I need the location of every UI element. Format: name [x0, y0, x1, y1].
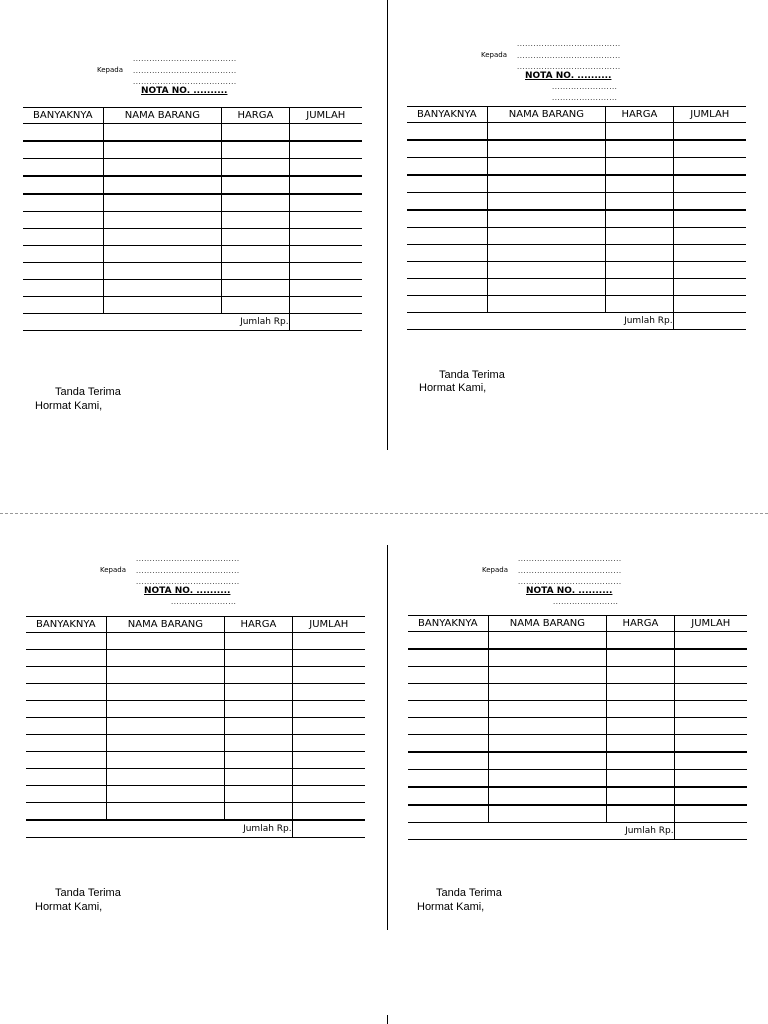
table-row — [408, 632, 747, 650]
header-harga: HARGA — [222, 108, 289, 124]
kepada-label: Kepada — [97, 66, 124, 74]
address-line: ...................................... — [517, 40, 621, 48]
table-row — [23, 297, 362, 314]
address-line: ...................................... — [518, 567, 622, 575]
address-line: ...................................... — [133, 78, 237, 86]
center-divider-top — [387, 0, 388, 450]
header-banyaknya: BANYAKNYA — [26, 617, 106, 633]
table-row — [26, 752, 365, 769]
table-row — [407, 279, 746, 296]
table-row — [26, 803, 365, 821]
header-banyaknya: BANYAKNYA — [407, 107, 487, 123]
table-row — [407, 193, 746, 211]
header-harga: HARGA — [607, 616, 674, 632]
items-table — [23, 107, 362, 331]
header-nama-barang: NAMA BARANG — [487, 107, 606, 123]
header-nama-barang: NAMA BARANG — [106, 617, 225, 633]
table-row — [407, 175, 746, 193]
total-row — [408, 823, 747, 840]
table-row — [23, 141, 362, 159]
hormat-kami: Hormat Kami, — [35, 901, 103, 913]
table-row — [408, 752, 747, 770]
address-line: ........................ — [553, 598, 619, 606]
table-row — [23, 229, 362, 246]
address-line: ........................ — [552, 83, 618, 91]
header-banyaknya: BANYAKNYA — [23, 108, 103, 124]
table-row — [407, 140, 746, 158]
total-row — [407, 313, 746, 330]
table-row — [23, 212, 362, 229]
tanda-terima: Tanda Terima — [439, 369, 505, 381]
tanda-terima: Tanda Terima — [55, 386, 121, 398]
total-cell — [289, 314, 362, 331]
table-row — [26, 701, 365, 718]
header-harga: HARGA — [225, 617, 292, 633]
center-divider-bottom — [387, 545, 388, 930]
nota-number: NOTA NO. .......... — [144, 586, 231, 596]
cut-line — [0, 513, 768, 514]
table-row — [26, 650, 365, 667]
table-row — [408, 684, 747, 701]
nota-number: NOTA NO. .......... — [141, 86, 228, 96]
kepada-label: Kepada — [481, 51, 508, 59]
tanda-terima: Tanda Terima — [436, 887, 502, 899]
total-cell — [292, 820, 365, 838]
table-row — [408, 701, 747, 718]
header-nama-barang: NAMA BARANG — [488, 616, 607, 632]
total-row — [23, 314, 362, 331]
header-jumlah: JUMLAH — [673, 107, 746, 123]
table-row — [408, 649, 747, 667]
address-line: ...................................... — [136, 567, 240, 575]
table-row — [26, 684, 365, 701]
table-row — [23, 280, 362, 297]
address-line: ........................ — [552, 94, 618, 102]
table-row — [26, 667, 365, 684]
address-line: ...................................... — [518, 555, 622, 563]
table-row — [26, 633, 365, 650]
table-row — [408, 770, 747, 788]
table-row — [407, 228, 746, 245]
hormat-kami: Hormat Kami, — [35, 400, 103, 412]
table-row — [23, 124, 362, 142]
jumlah-rp-label: Jumlah Rp. — [23, 314, 289, 331]
address-line: ...................................... — [133, 67, 237, 75]
items-table — [26, 616, 365, 838]
hormat-kami: Hormat Kami, — [419, 382, 487, 394]
nota-number: NOTA NO. .......... — [526, 586, 613, 596]
table-row — [23, 176, 362, 194]
table-row — [23, 246, 362, 263]
jumlah-rp-label: Jumlah Rp. — [408, 823, 674, 840]
table-row — [408, 805, 747, 823]
jumlah-rp-label: Jumlah Rp. — [26, 820, 292, 838]
header-jumlah: JUMLAH — [292, 617, 365, 633]
kepada-label: Kepada — [482, 566, 509, 574]
address-line: ...................................... — [517, 63, 621, 71]
address-line: ........................ — [171, 598, 237, 606]
address-line: ...................................... — [136, 555, 240, 563]
table-header-row — [26, 617, 365, 633]
table-row — [407, 262, 746, 279]
table-row — [26, 735, 365, 752]
nota-number: NOTA NO. .......... — [525, 71, 612, 81]
table-header-row — [407, 107, 746, 123]
address-line: ...................................... — [133, 55, 237, 63]
jumlah-rp-label: Jumlah Rp. — [407, 313, 673, 330]
header-harga: HARGA — [606, 107, 673, 123]
table-row — [407, 245, 746, 262]
items-table — [407, 106, 746, 330]
table-row — [407, 123, 746, 141]
table-row — [23, 159, 362, 177]
table-row — [407, 158, 746, 176]
address-line: ...................................... — [136, 578, 240, 586]
table-row — [26, 786, 365, 803]
table-header-row — [408, 616, 747, 632]
total-row — [26, 820, 365, 838]
header-banyaknya: BANYAKNYA — [408, 616, 488, 632]
kepada-label: Kepada — [100, 566, 127, 574]
address-line: ...................................... — [517, 52, 621, 60]
total-cell — [673, 313, 746, 330]
tanda-terima: Tanda Terima — [55, 887, 121, 899]
hormat-kami: Hormat Kami, — [417, 901, 485, 913]
header-nama-barang: NAMA BARANG — [103, 108, 222, 124]
table-row — [26, 718, 365, 735]
table-row — [23, 194, 362, 212]
table-row — [408, 787, 747, 805]
address-line: ...................................... — [518, 578, 622, 586]
table-row — [408, 667, 747, 684]
table-row — [26, 769, 365, 786]
header-jumlah: JUMLAH — [289, 108, 362, 124]
center-divider-tick — [387, 1015, 388, 1024]
items-table — [408, 615, 747, 840]
table-row — [408, 735, 747, 753]
total-cell — [674, 823, 747, 840]
table-row — [407, 296, 746, 313]
table-row — [408, 718, 747, 735]
table-row — [23, 263, 362, 280]
table-row — [407, 210, 746, 228]
table-header-row — [23, 108, 362, 124]
header-jumlah: JUMLAH — [674, 616, 747, 632]
